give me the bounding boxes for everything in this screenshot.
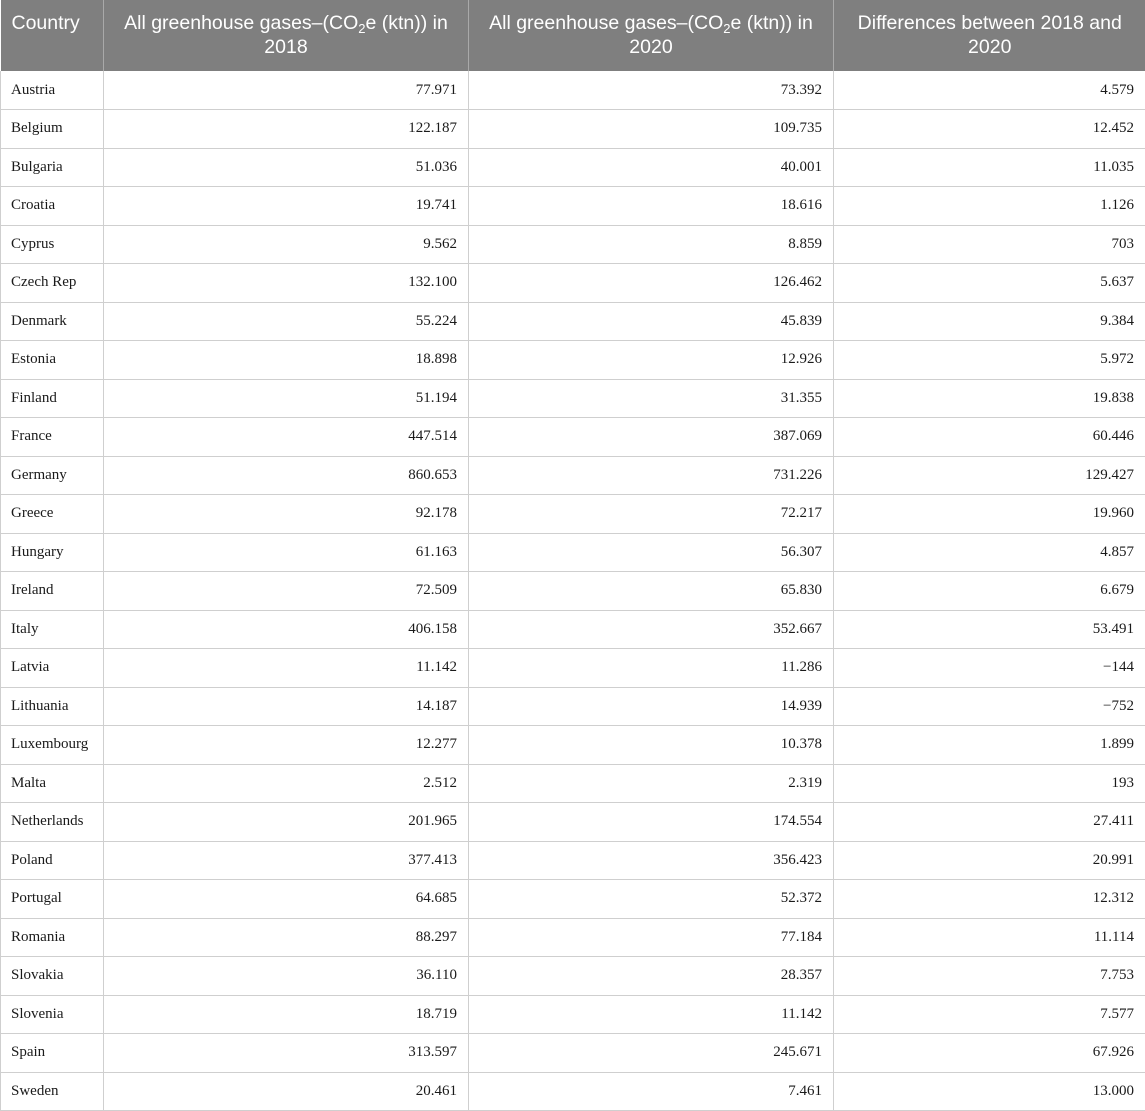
cell-country: Ireland (1, 572, 104, 611)
cell-country: Sweden (1, 1072, 104, 1111)
cell-difference-value: 6.679 (834, 572, 1145, 611)
cell-2020-value: 77.184 (469, 918, 834, 957)
cell-2020-value: 387.069 (469, 418, 834, 457)
cell-2020-value: 10.378 (469, 726, 834, 765)
header-2020 (469, 0, 834, 71)
cell-2020-value: 731.226 (469, 456, 834, 495)
table-row (1, 803, 1145, 842)
cell-country: Slovakia (1, 957, 104, 996)
table-row (1, 225, 1145, 264)
cell-2018-value: 201.965 (104, 803, 469, 842)
cell-country: Bulgaria (1, 148, 104, 187)
cell-country: Italy (1, 610, 104, 649)
table-row (1, 918, 1145, 957)
header-2018-label-end: e (ktn)) in 2018 (264, 12, 448, 58)
cell-2020-value: 12.926 (469, 341, 834, 380)
header-2020-label-start: All greenhouse gases–(CO (489, 12, 724, 34)
table-row (1, 572, 1145, 611)
cell-country: Finland (1, 379, 104, 418)
cell-2018-value: 447.514 (104, 418, 469, 457)
cell-country: Austria (1, 71, 104, 110)
cell-2018-value: 88.297 (104, 918, 469, 957)
cell-difference-value: 12.452 (834, 110, 1145, 149)
table-row (1, 1072, 1145, 1111)
table-row (1, 880, 1145, 919)
cell-2020-value: 18.616 (469, 187, 834, 226)
cell-country: Malta (1, 764, 104, 803)
cell-country: Belgium (1, 110, 104, 149)
cell-country: Estonia (1, 341, 104, 380)
cell-country: Czech Rep (1, 264, 104, 303)
table-row (1, 649, 1145, 688)
cell-2018-value: 18.719 (104, 995, 469, 1034)
table-row (1, 1034, 1145, 1073)
cell-2020-value: 31.355 (469, 379, 834, 418)
cell-2020-value: 72.217 (469, 495, 834, 534)
cell-2018-value: 313.597 (104, 1034, 469, 1073)
table-row (1, 764, 1145, 803)
cell-country: Denmark (1, 302, 104, 341)
table-row (1, 687, 1145, 726)
cell-difference-value: −144 (834, 649, 1145, 688)
cell-2020-value: 45.839 (469, 302, 834, 341)
header-2018 (104, 0, 469, 71)
cell-2020-value: 8.859 (469, 225, 834, 264)
cell-2018-value: 14.187 (104, 687, 469, 726)
cell-2018-value: 11.142 (104, 649, 469, 688)
header-2020-subscript: 2 (723, 21, 731, 36)
cell-2018-value: 61.163 (104, 533, 469, 572)
cell-difference-value: 67.926 (834, 1034, 1145, 1073)
cell-2018-value: 20.461 (104, 1072, 469, 1111)
table-row (1, 533, 1145, 572)
table-row (1, 187, 1145, 226)
cell-difference-value: 1.899 (834, 726, 1145, 765)
table-row (1, 495, 1145, 534)
cell-difference-value: 27.411 (834, 803, 1145, 842)
table-body (1, 71, 1145, 1111)
cell-difference-value: 53.491 (834, 610, 1145, 649)
cell-2018-value: 55.224 (104, 302, 469, 341)
table-row (1, 148, 1145, 187)
header-country-label: Country (11, 12, 80, 34)
cell-2018-value: 12.277 (104, 726, 469, 765)
cell-2018-value: 51.036 (104, 148, 469, 187)
cell-country: Romania (1, 918, 104, 957)
cell-2018-value: 18.898 (104, 341, 469, 380)
cell-2018-value: 64.685 (104, 880, 469, 919)
cell-2020-value: 174.554 (469, 803, 834, 842)
cell-2018-value: 122.187 (104, 110, 469, 149)
header-country (1, 0, 104, 71)
table-row (1, 841, 1145, 880)
cell-country: Luxembourg (1, 726, 104, 765)
cell-country: Latvia (1, 649, 104, 688)
cell-difference-value: 5.637 (834, 264, 1145, 303)
cell-2018-value: 860.653 (104, 456, 469, 495)
cell-2018-value: 2.512 (104, 764, 469, 803)
cell-2020-value: 14.939 (469, 687, 834, 726)
cell-difference-value: 4.857 (834, 533, 1145, 572)
cell-difference-value: 129.427 (834, 456, 1145, 495)
cell-2020-value: 52.372 (469, 880, 834, 919)
cell-difference-value: 12.312 (834, 880, 1145, 919)
cell-2018-value: 92.178 (104, 495, 469, 534)
cell-difference-value: 7.753 (834, 957, 1145, 996)
cell-2020-value: 245.671 (469, 1034, 834, 1073)
cell-2020-value: 56.307 (469, 533, 834, 572)
table-row (1, 379, 1145, 418)
header-2018-label-start: All greenhouse gases–(CO (124, 12, 359, 34)
table-row (1, 726, 1145, 765)
cell-country: Netherlands (1, 803, 104, 842)
table-row (1, 110, 1145, 149)
cell-2020-value: 73.392 (469, 71, 834, 110)
cell-2018-value: 9.562 (104, 225, 469, 264)
cell-difference-value: 4.579 (834, 71, 1145, 110)
table-row (1, 341, 1145, 380)
cell-2018-value: 19.741 (104, 187, 469, 226)
cell-2020-value: 352.667 (469, 610, 834, 649)
cell-2018-value: 406.158 (104, 610, 469, 649)
cell-country: Cyprus (1, 225, 104, 264)
cell-difference-value: 20.991 (834, 841, 1145, 880)
cell-country: Portugal (1, 880, 104, 919)
cell-difference-value: 5.972 (834, 341, 1145, 380)
cell-difference-value: 703 (834, 225, 1145, 264)
cell-country: Lithuania (1, 687, 104, 726)
cell-country: Poland (1, 841, 104, 880)
cell-difference-value: 19.960 (834, 495, 1145, 534)
cell-2020-value: 28.357 (469, 957, 834, 996)
table-header (1, 0, 1145, 71)
cell-2020-value: 126.462 (469, 264, 834, 303)
cell-country: Slovenia (1, 995, 104, 1034)
cell-2018-value: 51.194 (104, 379, 469, 418)
cell-country: Hungary (1, 533, 104, 572)
cell-2020-value: 11.286 (469, 649, 834, 688)
cell-2020-value: 109.735 (469, 110, 834, 149)
cell-difference-value: −752 (834, 687, 1145, 726)
cell-2020-value: 40.001 (469, 148, 834, 187)
cell-difference-value: 193 (834, 764, 1145, 803)
cell-2018-value: 132.100 (104, 264, 469, 303)
cell-2020-value: 7.461 (469, 1072, 834, 1111)
table-row (1, 995, 1145, 1034)
cell-2020-value: 2.319 (469, 764, 834, 803)
cell-difference-value: 60.446 (834, 418, 1145, 457)
header-difference-label: Differences between 2018 and 2020 (857, 12, 1122, 58)
table-row (1, 610, 1145, 649)
cell-2018-value: 72.509 (104, 572, 469, 611)
cell-difference-value: 11.035 (834, 148, 1145, 187)
cell-country: Germany (1, 456, 104, 495)
cell-difference-value: 9.384 (834, 302, 1145, 341)
cell-2018-value: 77.971 (104, 71, 469, 110)
cell-2020-value: 65.830 (469, 572, 834, 611)
cell-country: Spain (1, 1034, 104, 1073)
cell-2018-value: 377.413 (104, 841, 469, 880)
table-row (1, 71, 1145, 110)
cell-difference-value: 7.577 (834, 995, 1145, 1034)
header-2020-label-end: e (ktn)) in 2020 (629, 12, 813, 58)
table-row (1, 456, 1145, 495)
table-row (1, 264, 1145, 303)
table-row (1, 418, 1145, 457)
cell-2020-value: 11.142 (469, 995, 834, 1034)
cell-country: Greece (1, 495, 104, 534)
cell-country: France (1, 418, 104, 457)
header-row (1, 0, 1145, 71)
cell-2018-value: 36.110 (104, 957, 469, 996)
cell-difference-value: 19.838 (834, 379, 1145, 418)
cell-difference-value: 1.126 (834, 187, 1145, 226)
cell-2020-value: 356.423 (469, 841, 834, 880)
cell-difference-value: 11.114 (834, 918, 1145, 957)
header-difference (834, 0, 1145, 71)
table-row (1, 302, 1145, 341)
table-row (1, 957, 1145, 996)
header-2018-subscript: 2 (358, 21, 366, 36)
cell-difference-value: 13.000 (834, 1072, 1145, 1111)
cell-country: Croatia (1, 187, 104, 226)
